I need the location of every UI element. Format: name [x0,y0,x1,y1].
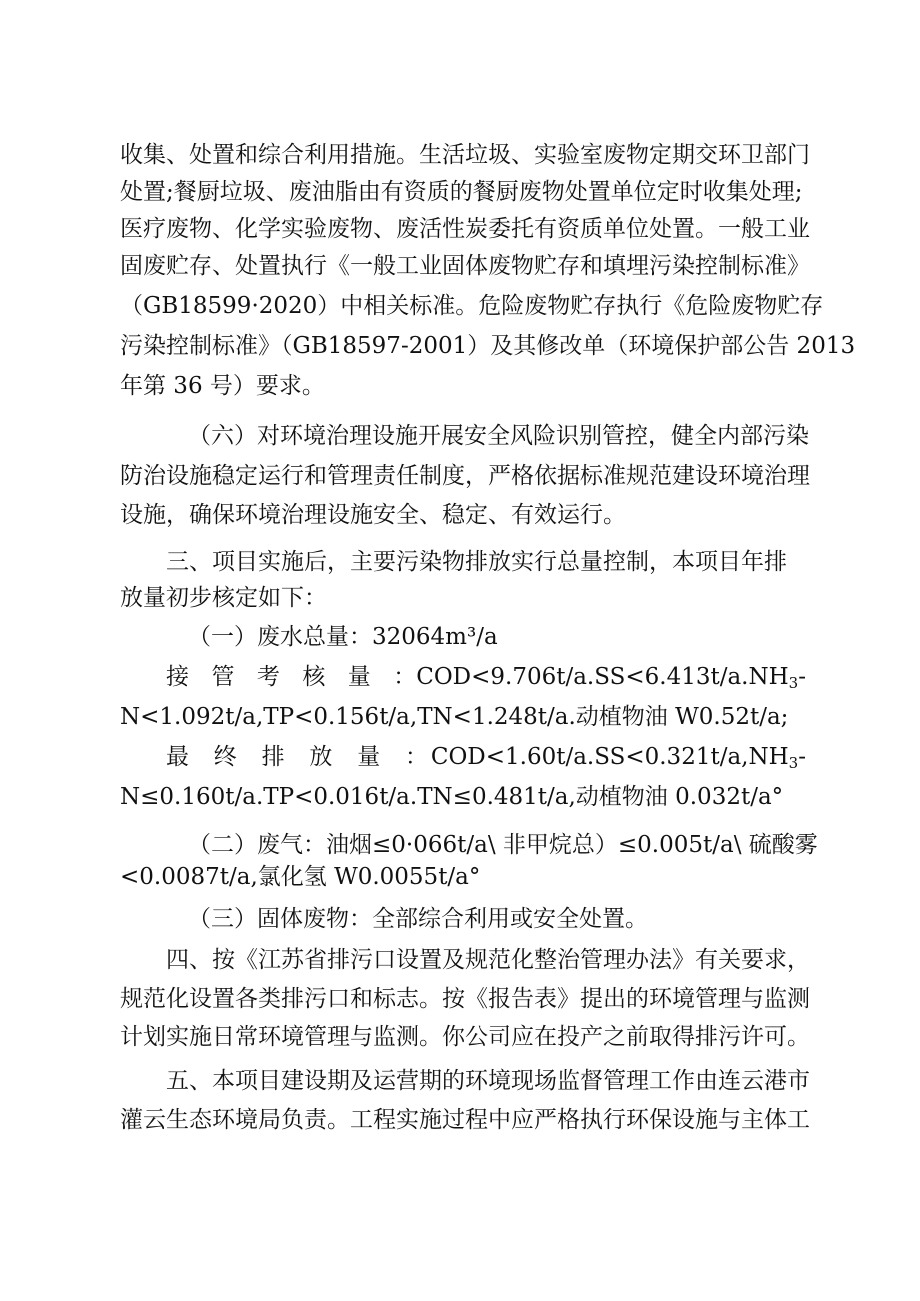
label-char: ： [404,744,428,770]
label-char: 考 [256,664,280,690]
paragraph-line: 收集、处置和综合利用措施。生活垃圾、实验室废物定期交环卫部门 [120,142,810,168]
value-text: COD<9.706t/a.SS<6.413t/a.NH [416,664,789,690]
paragraph-line: N<1.092t/a,TP<0.156t/a,TN<1.248t/a.动植物油 W0.52t/a; [120,704,789,730]
value-tail: - [798,744,806,770]
paragraph-line: 处置;餐厨垃圾、废油脂由有资质的餐厨废物处置单位定时收集处理; [120,179,803,205]
value-text: COD<1.60t/a.SS<0.321t/a,NH [430,744,789,770]
jieguan-label [166,662,416,698]
label-char: 量 [347,664,371,690]
paragraph-line: 三、项目实施后，主要污染物排放实行总量控制，本项目年排 [166,549,787,575]
paragraph-line: 四、按《江苏省排污口设置及规范化整治管理办法》有关要求， [166,947,810,973]
paragraph-line: （六）对环境治理设施开展安全风险识别管控，健全内部污染 [188,423,809,449]
paragraph-line: <0.0087t/a,氯化氢 W0.0055t/a° [120,864,481,890]
paragraph-line: （三）固体废物：全部综合利用或安全处置。 [188,906,648,932]
label-char: ： [393,664,417,690]
paragraph-line: （二）废气：油烟≤0·066t/a\ 非甲烷总）≤0.005t/a\ 硫酸雾 [188,832,818,858]
paragraph-line: （GB18599·2020）中相关标准。危险废物贮存执行《危险废物贮存 [120,293,824,319]
label-char: 管 [211,664,235,690]
label-char: 排 [261,744,285,770]
paragraph-line: N≤0.160t/a.TP<0.016t/a.TN≤0.481t/a,动植物油 0.032t/a° [120,784,784,810]
paragraph-line: 放量初步核定如下： [120,585,327,611]
paragraph-line: 计划实施日常环境管理与监测。你公司应在投产之前取得排污许可。 [120,1024,810,1050]
subscript: 3 [788,674,799,692]
jieguan-row [166,662,806,692]
label-char: 终 [213,744,237,770]
paragraph-line: （一）废水总量：32064m³/a [188,624,498,650]
zuizhong-row [166,742,806,772]
label-char: 核 [302,664,326,690]
jieguan-value [416,662,806,698]
paragraph-line: 固废贮存、处置执行《一般工业固体废物贮存和填埋污染控制标准》 [120,253,810,279]
paragraph-line: 灌云生态环境局负责。工程实施过程中应严格执行环保设施与主体工 [120,1107,810,1133]
label-char: 放 [309,744,333,770]
paragraph-line: 年第 36 号）要求。 [120,373,325,399]
label-char: 最 [166,744,189,770]
label-char: 量 [357,744,381,770]
zuizhong-label [166,742,428,778]
paragraph-line: 污染控制标准》（GB18597-2001）及其修改单（环境保护部公告 2013 [120,333,856,359]
value-tail: - [798,664,806,690]
paragraph-line: 五、本项目建设期及运营期的环境现场监督管理工作由连云港市 [166,1068,810,1094]
paragraph-line: 规范化设置各类排污口和标志。按《报告表》提出的环境管理与监测 [120,986,810,1012]
label-char: 接 [166,664,189,690]
zuizhong-value [431,742,806,778]
paragraph-line: 设施，确保环境治理设施安全、稳定、有效运行。 [120,502,626,528]
paragraph-line: 防治设施稳定运行和管理责任制度，严格依据标准规范建设环境治理 [120,463,810,489]
subscript: 3 [788,754,799,772]
paragraph-line: 医疗废物、化学实验废物、废活性炭委托有资质单位处置。一般工业 [120,216,810,242]
